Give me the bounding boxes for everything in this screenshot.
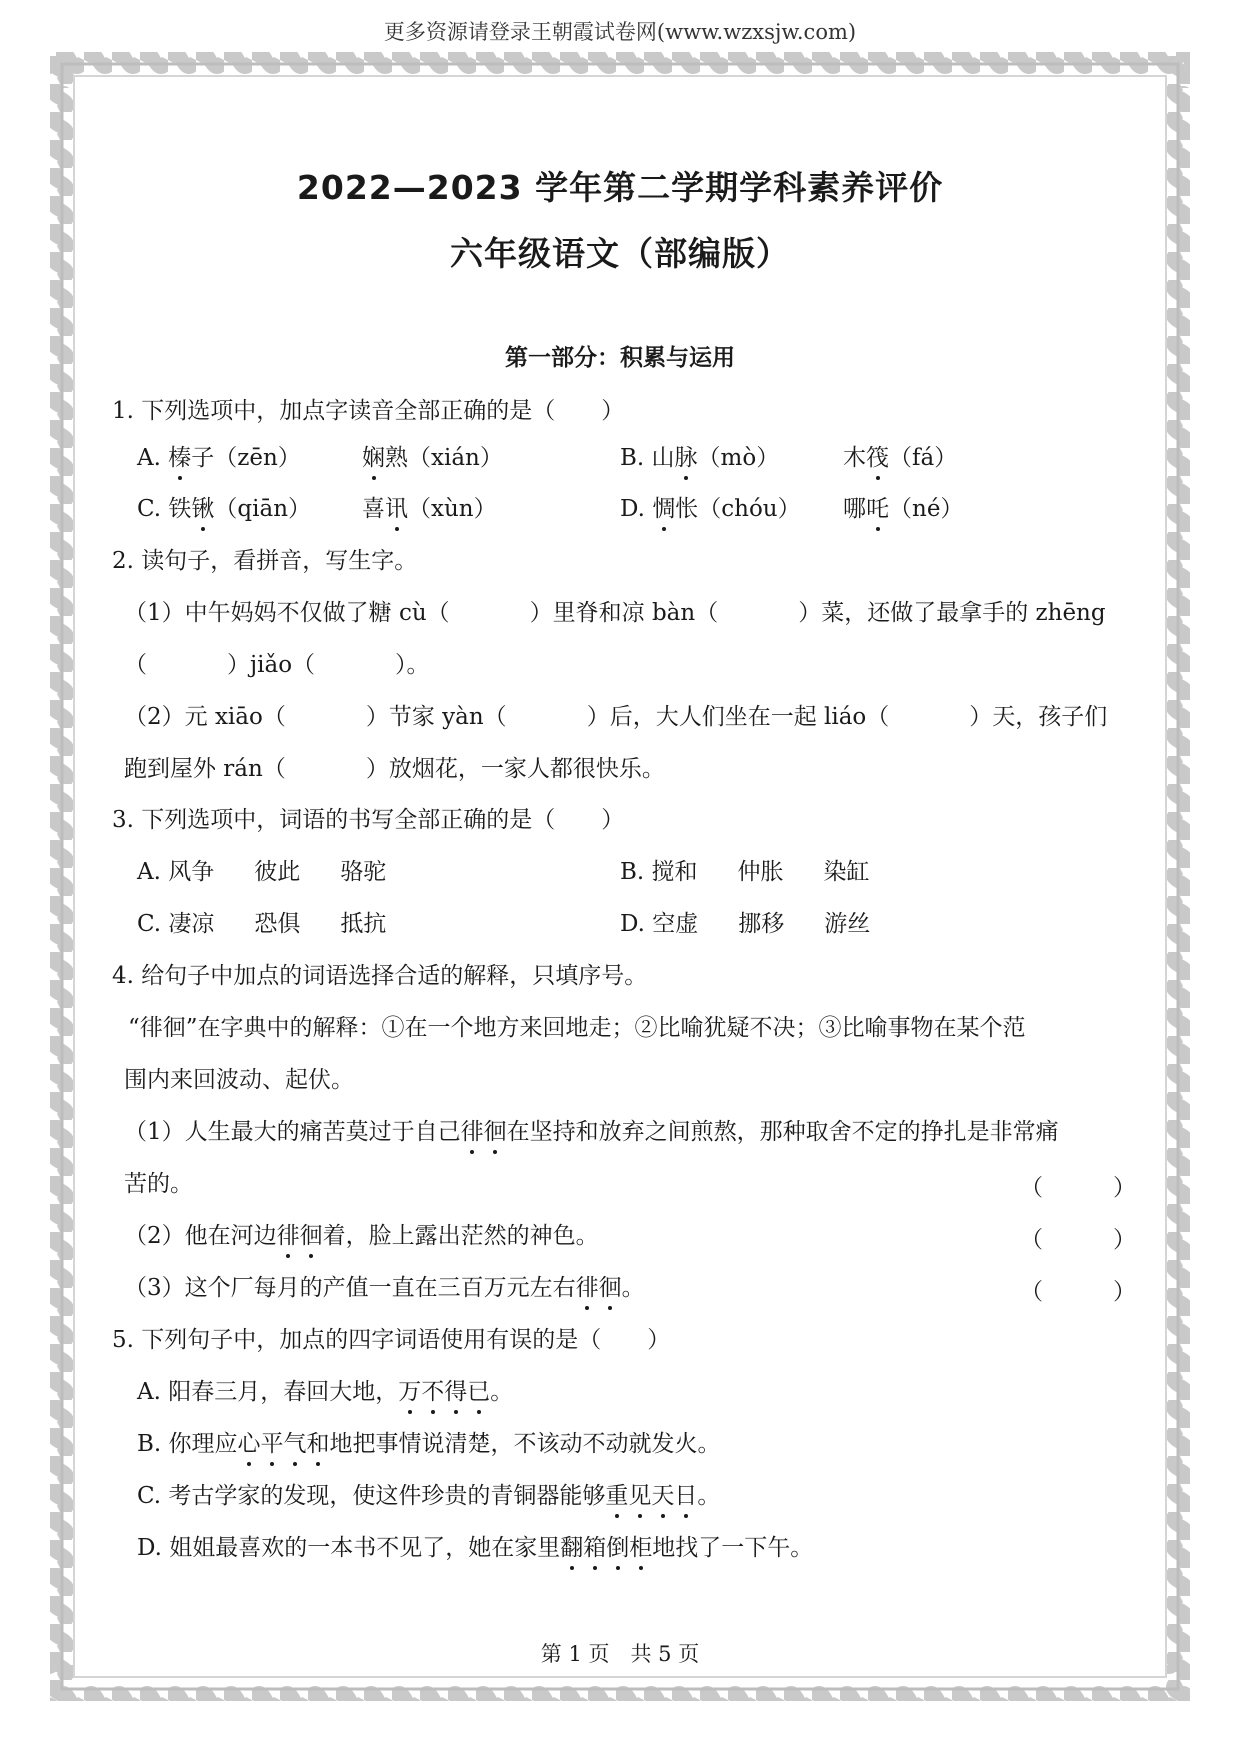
q2-stem: 2. 读句子，看拼音，写生字。 [112,548,418,574]
q4-stem: 4. 给句子中加点的词语选择合适的解释，只填序号。 [112,963,648,989]
emphasis-dot-char: 徘 [276,1223,300,1249]
emphasis-dot-char: 徊 [483,1119,507,1145]
q3-option-a: A. 风争 彼此 骆驼 [137,859,387,885]
q1-option-b2: 木筏（fá） [843,445,958,471]
emphasis-dot-char: 讯 [385,496,408,522]
q3-stem: 3. 下列选项中，词语的书写全部正确的是（ ） [112,807,625,833]
emphasis-dot-char: 吒 [866,496,889,522]
emphasis-dot-char: 脉 [674,445,698,471]
q1-option-a1: A. 榛子（zēn） [137,445,301,471]
emphasis-dot-char: 娴 [362,445,385,471]
q4-definition-line-1: “徘徊”在字典中的解释：①在一个地方来回地走；②比喻犹疑不决；③比喻事物在某个范 [128,1015,1026,1041]
emphasis-dot-char: 锹 [191,496,215,522]
emphasis-dot-char: 万 [398,1379,422,1405]
emphasis-dot-char: 惆 [652,496,676,522]
q1-option-c1: C. 铁锹（qiān） [137,496,312,522]
q1-stem: 1. 下列选项中，加点字读音全部正确的是（ ） [112,398,625,424]
q5-option-a: A. 阳春三月，春回大地，万不得已。 [137,1379,514,1405]
exam-title: 2022—2023 学年第二学期学科素养评价 [296,168,944,207]
q1-option-c2: 喜讯（xùn） [362,496,497,522]
q4-sentence-3: （3）这个厂每月的产值一直在三百万元左右徘徊。 [124,1275,645,1301]
emphasis-dot-char: 平 [260,1431,284,1457]
emphasis-dot-char: 徘 [460,1119,484,1145]
emphasis-dot-char: 箱 [583,1535,607,1561]
q3-option-c: C. 凄凉 恐俱 抵抗 [137,911,387,937]
q1-option-a2: 娴熟（xián） [362,445,503,471]
q1-option-d1: D. 惆怅（chóu） [620,496,801,522]
answer-blank-3: （ ） [1020,1279,1136,1305]
emphasis-dot-char: 气 [283,1431,307,1457]
q1-option-b1: B. 山脉（mò） [620,445,780,471]
emphasis-dot-char: 得 [444,1379,468,1405]
q2-line-2: （ ）jiǎo（ ）。 [124,652,430,678]
emphasis-dot-char: 徊 [598,1275,622,1301]
emphasis-dot-char: 日 [674,1483,698,1509]
emphasis-dot-char: 见 [628,1483,652,1509]
emphasis-dot-char: 和 [306,1431,330,1457]
emphasis-dot-char: 重 [605,1483,629,1509]
q4-sentence-2: （2）他在河边徘徊着，脸上露出茫然的神色。 [124,1223,599,1249]
emphasis-dot-char: 心 [237,1431,261,1457]
q4-sentence-1-cont: 苦的。 [124,1171,193,1197]
q2-line-4: 跑到屋外 rán（ ）放烟花，一家人都很快乐。 [124,756,665,782]
q1-option-d2: 哪吒（né） [843,496,964,522]
q3-option-b: B. 搅和 仲胀 染缸 [620,859,870,885]
q4-definition-line-2: 围内来回波动、起伏。 [124,1067,354,1093]
answer-blank-1: （ ） [1020,1175,1136,1201]
emphasis-dot-char: 柜 [629,1535,653,1561]
q2-line-3: （2）元 xiāo（ ）节家 yàn（ ）后，大人们坐在一起 liáo（ ）天，孩子们 [124,704,1108,730]
q5-stem: 5. 下列句子中，加点的四字词语使用有误的是（ ） [112,1327,671,1353]
emphasis-dot-char: 不 [421,1379,445,1405]
emphasis-dot-char: 筏 [866,445,889,471]
emphasis-dot-char: 翻 [560,1535,584,1561]
emphasis-dot-char: 徊 [299,1223,323,1249]
emphasis-dot-char: 倒 [606,1535,630,1561]
section-title: 第一部分：积累与运用 [505,345,735,371]
emphasis-dot-char: 榛 [168,445,192,471]
emphasis-dot-char: 天 [651,1483,675,1509]
q5-option-c: C. 考古学家的发现，使这件珍贵的青铜器能够重见天日。 [137,1483,721,1509]
q3-option-d: D. 空虚 挪移 游丝 [620,911,871,937]
q5-option-b: B. 你理应心平气和地把事情说清楚，不该动不动就发火。 [137,1431,721,1457]
q4-sentence-1: （1）人生最大的痛苦莫过于自己徘徊在坚持和放弃之间煎熬，那种取舍不定的挣扎是非常痛 [124,1119,1059,1145]
site-header: 更多资源请登录王朝霞试卷网(www.wzxsjw.com) [383,20,857,44]
page-footer: 第 1 页 共 5 页 [540,1642,700,1666]
exam-subtitle: 六年级语文（部编版） [450,234,790,273]
emphasis-dot-char: 徘 [575,1275,599,1301]
emphasis-dot-char: 已 [467,1379,491,1405]
answer-blank-2: （ ） [1020,1227,1136,1253]
q5-option-d: D. 姐姐最喜欢的一本书不见了，她在家里翻箱倒柜地找了一下午。 [137,1535,814,1561]
q2-line-1: （1）中午妈妈不仅做了糖 cù（ ）里脊和凉 bàn（ ）菜，还做了最拿手的 zhēng [124,600,1106,626]
